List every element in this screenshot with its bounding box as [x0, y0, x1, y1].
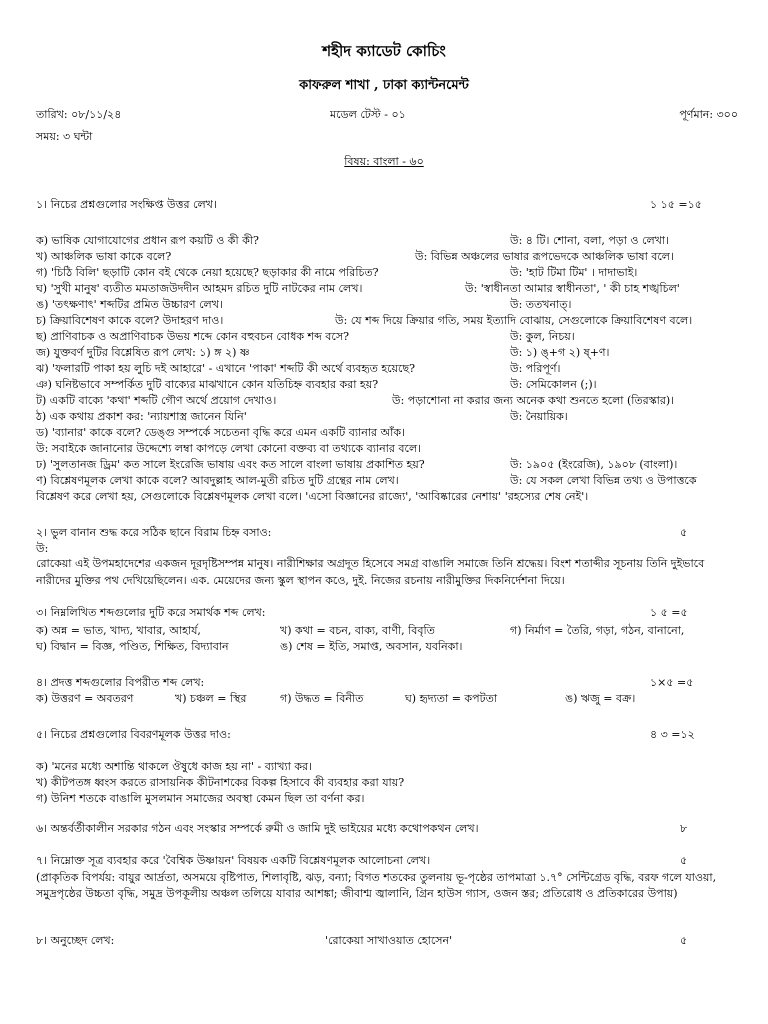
q8-marks: ৫ — [680, 934, 688, 947]
q1-item-question: ছ) প্রাণিবাচক ও অপ্রাণিবাচক উভয় শব্দে কোন বহুবচন বোধক শব্দ বসে? — [36, 330, 349, 343]
q3-prompt: ৩। নিম্নলিখিত শব্দগুলোর দুটি করে সমার্থক শব্দ লেখ: — [36, 606, 266, 619]
q2-answer-label: উ: — [36, 542, 49, 555]
q1-item-question: ট) একটি বাক্যে 'কথা' শব্দটি গৌণ অর্থে প্রয়োগ দেখাও। — [36, 394, 277, 407]
full-marks: পূর্ণমান: ৩০০ — [679, 108, 738, 121]
q3-item: ক) অন্ন = ভাত, খাদ্য, খাবার, আহার্য, — [36, 624, 201, 637]
q1-item-question: গ) 'চিঠি বিলি' ছড়াটি কোন বই থেকে নেয়া হয়েছে? ছড়াকার কী নামে পরিচিত? — [36, 266, 379, 279]
q1-marks: ১ ১৫ =১৫ — [650, 198, 702, 211]
q6-marks: ৮ — [680, 822, 688, 835]
q8-prompt: ৮। অনুচ্ছেদ লেখ: — [36, 934, 115, 947]
q4-item: ক) উত্তরণ = অবতরণ — [36, 692, 134, 705]
q1-item-answer: উ: সবাইকে জানানোর উদ্দেশ্যে লম্বা কাপড়ে লেখা কোনো বক্তব্য বা তথ্যকে ব্যানার বলে। — [36, 442, 422, 455]
q1-item-answer: উ: সেমিকোলন (;)। — [510, 378, 597, 391]
q1-item-answer: উ: বিভিন্ন অঞ্চলের ভাষার রূপভেদকে আঞ্চলিক ভাষা বলে। — [415, 250, 674, 263]
q1-item-answer-continued: বিশ্লেষণ করে লেখা হয়, সেগুলোকে বিশ্লেষণমূলক লেখা বলে। 'এসো বিজ্ঞানের রাজ্যে', 'আবিষ্কারের নেশায়' 'রহস্যের শেষ নেই'। — [36, 490, 589, 503]
q1-item-answer: উ: 'হাট টিমা টিম' । দাদাভাই। — [510, 266, 638, 279]
q5-marks: ৪ ৩ =১২ — [650, 728, 695, 741]
exam-date: তারিখ: ০৮/১১/২৪ — [36, 108, 122, 121]
q1-item-answer: উ: ১) ঙ্+গ ২) ষ্+ণ। — [510, 346, 610, 359]
q8-topic: 'রোকেয়া সাখাওয়াত হোসেন' — [325, 934, 453, 947]
q1-prompt: ১। নিচের প্রশ্নগুলোর সংক্ষিপ্ত উত্তর লেখ। — [36, 198, 217, 211]
q1-item-answer: উ: যে সকল লেখা বিভিন্ন তথ্য ও উপাত্তকে — [510, 474, 697, 487]
q3-item: ঙ) শেষ = ইতি, সমাপ্ত, অবসান, যবনিকা। — [280, 640, 463, 653]
q6-prompt: ৬। অন্তর্বর্তীকালীন সরকার গঠন এবং সংস্কার সম্পর্কে রুমী ও জামি দুই ভাইয়ের মধ্যে কথোপকথন লেখ। — [36, 822, 479, 835]
q5-item: ক) 'মনের মধ্যে অশান্তি থাকলে ঔষুধে কাজ হয় না' - ব্যাখ্যা কর। — [36, 760, 313, 773]
q2-prompt: ২। ভুল বানান শুদ্ধ করে সঠিক ছানে বিরাম চিহ্ন বসাও: — [36, 526, 272, 539]
q5-prompt: ৫। নিচের প্রশ্নগুলোর বিবরণমূলক উত্তর দাও: — [36, 728, 231, 741]
q1-item-answer: উ: ১৯০৫ (ইংরেজি), ১৯০৮ (বাংলা)। — [510, 458, 678, 471]
q4-marks: ১×৫ =৫ — [650, 676, 694, 689]
branch-name: কাফরুল শাখা , ঢাকা ক্যান্টনমেন্ট — [299, 78, 469, 93]
q1-item-answer: উ: ৪ টি। শোনা, বলা, পড়া ও লেখা। — [510, 234, 669, 247]
q3-marks: ১ ৫ =৫ — [650, 606, 688, 619]
q1-item-question: ঝ) 'ফলারটি পাকা হয় লুচি দই আহারে' - এখানে 'পাকা' শব্দটি কী অর্থে ব্যবহৃত হয়েছে? — [36, 362, 416, 375]
q4-item: গ) উদ্ধত = বিনীত — [280, 692, 364, 705]
q3-item: ঘ) বিদ্বান = বিজ্ঞ, পণ্ডিত, শিক্ষিত, বিদ্যাবান — [36, 640, 229, 653]
q1-item-question: ঘ) 'সুখী মানুষ' ব্যতীত মমতাজউদদীন আহমদ রচিত দুটি নাটকের নাম লেখ। — [36, 282, 363, 295]
q1-item-question: জ) যুক্তবর্ণ দুটির বিশ্লেষিত রূপ লেখ: ১) ঙ্গ ২) ষ্ণ — [36, 346, 250, 359]
q2-marks: ৫ — [680, 526, 688, 539]
q1-item-question: ঙ) 'তৎক্ষণাৎ' শব্দটির প্রমিত উচ্চারণ লেখ। — [36, 298, 223, 311]
q3-item: খ) কথা = বচন, বাক্য, বাণী, বিবৃতি — [280, 624, 435, 637]
q4-item: ঘ) হৃদ্যতা = কপটতা — [405, 692, 498, 705]
q1-item-answer: উ: কুল, নিচয়। — [510, 330, 575, 343]
q5-item: গ) উনিশ শতকে বাঙালি মুসলমান সমাজের অবস্থা কেমন ছিল তা বর্ণনা কর। — [36, 792, 365, 805]
q4-prompt: ৪। প্রদত্ত শব্দগুলোর বিপরীত শব্দ লেখ: — [36, 676, 205, 689]
q1-item-question: খ) আঞ্চলিক ভাষা কাকে বলে? — [36, 250, 172, 263]
q1-item-answer: উ: নৈয়ায়িক। — [510, 410, 568, 423]
q4-item: খ) চঞ্চল = স্থির — [175, 692, 247, 705]
q1-item-answer: উ: 'স্বাধীনতা আমার স্বাধীনতা', ' কী চাহ শঙ্খচিল' — [465, 282, 680, 295]
q2-paragraph: রোকেয়া এই উপমহাদেশের একজন দূরদৃষ্টিসম্পন্ন মানুষ। নারীশিক্ষার অগ্রদূত হিসেবে সমগ্র বাঙালি সমাজে তিনি শ্রদ্ধেয়। বিংশ শতাব্দীর সূচনায় তিনি দুইভাবে নারীদের মুক্তির পথ দেখিয়েছিলেন। এক. মেয়েদের জন্য স্কুল স্থাপন কওে, দুই. নিজের রচনায় নারীমুক্তির দিকনির্দেশনা দিয়ে। — [36, 557, 705, 587]
q7-prompt: ৭। নিম্নোক্ত সূত্র ব্যবহার করে 'বৈশ্বিক উষ্ণায়ন' বিষয়ক একটি বিশ্লেষণমূলক আলোচনা লেখ। — [36, 854, 431, 867]
q1-item-answer: উ: পরিপূর্ণ। — [510, 362, 561, 375]
q1-item-question: ঠ) এক কথায় প্রকাশ কর: 'ন্যায়শাস্ত্র জানেন যিনি' — [36, 410, 247, 423]
q7-marks: ৫ — [680, 854, 688, 867]
q1-item-question: ণ) বিশ্লেষণমূলক লেখা কাকে বলে? আবদুল্লাহ আল-মুতী রচিত দুটি গ্রন্থের নাম লেখ। — [36, 474, 399, 487]
q1-item-question: ঢ) 'সুলতানজ ড্রিম' কত সালে ইংরেজি ভাষায় এবং কত সালে বাংলা ভাষায় প্রকাশিত হয়? — [36, 458, 425, 471]
q3-item: গ) নির্মাণ = তৈরি, গড়া, গঠন, বানানো, — [510, 624, 685, 637]
q1-item-question: ক) ভাষিক যোগাযোগের প্রধান রূপ কয়টি ও কী কী? — [36, 234, 259, 247]
exam-time: সময়: ৩ ঘন্টা — [36, 130, 93, 143]
q1-item-answer: উ: ততখনাত্। — [510, 298, 572, 311]
q1-item-answer: উ: যে শব্দ দিয়ে ক্রিয়ার গতি, সময় ইত্যাদি বোঝায়, সেগুলোকে ক্রিয়াবিশেষণ বলে। — [335, 314, 693, 327]
q1-item-question: ঞ) ঘনিষ্টভাবে সম্পর্কিত দুটি বাক্যের মাঝখানে কোন যতিচিহ্ন ব্যবহার করা হয়? — [36, 378, 379, 391]
q1-item-question: ড) 'ব্যানার' কাকে বলে? ডেঙ্গু সম্পর্কে সচেতনা বৃদ্ধি করে এমন একটি ব্যানার আঁক। — [36, 426, 406, 439]
q4-item: ঙ) ঋজু = বক্র। — [565, 692, 636, 705]
q5-item: খ) কীটপতঙ্গ ধ্বংস করতে রাসায়নিক কীটনাশকের বিকল্প হিসাবে কী ব্যবহার করা যায়? — [36, 776, 405, 789]
q1-item-question: চ) ক্রিয়াবিশেষণ কাকে বলে? উদাহরণ দাও। — [36, 314, 224, 327]
q7-hints: (প্রাকৃতিক বিপর্যয়: বায়ুর আর্দ্রতা, অসময়ে বৃষ্টিপাত, শিলাবৃষ্টি, ঝড়, বন্যা; বিগত শতকের তুলনায় ভূ-পৃষ্ঠের তাপমাত্রা ১.৭° সেন্টিগ্রেড বৃদ্ধি, বরফ গলে যাওয়া, সমুদ্রপৃষ্ঠের উচ্চতা বৃদ্ধি, সমুদ্র উপকূলীয় অঞ্চল তলিয়ে যাবার আশঙ্কা; জীবাশ্ম জ্বালানি, গ্রিন হাউস গ্যাস, ওজন স্তর; প্রতিরোধ ও প্রতিকারের উপায়) — [36, 871, 717, 900]
q1-item-answer: উ: পড়াশোনা না করার জন্য অনেক কথা শুনতে হলো (তিরস্কার)। — [392, 394, 675, 407]
subject-heading: বিষয়: বাংলা - ৬০ — [344, 155, 424, 168]
school-name: শহীদ ক্যাডেট কোচিং — [322, 42, 446, 60]
test-name: মডেল টেস্ট - ০১ — [330, 108, 406, 121]
